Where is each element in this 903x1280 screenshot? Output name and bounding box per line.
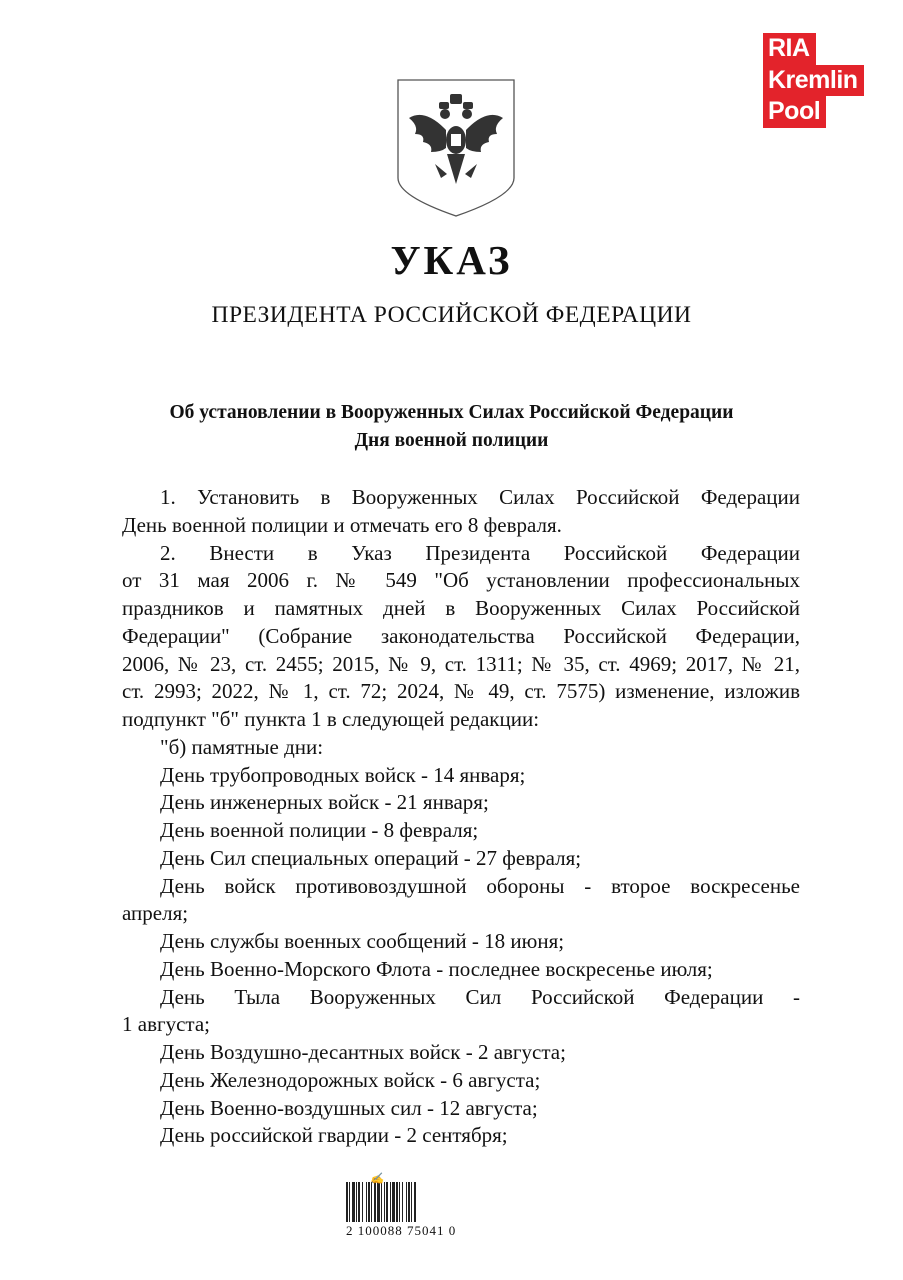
- decree-text-line: апреля;: [122, 901, 189, 926]
- decree-text-line: 2. Внести в Указ Президента Российской Федерации: [160, 540, 800, 565]
- decree-text-line: День службы военных сообщений - 18 июня;: [160, 929, 565, 953]
- decree-text-line: День Военно-воздушных сил - 12 августа;: [160, 1095, 538, 1120]
- document-subtitle: ПРЕЗИДЕНТА РОССИЙСКОЙ ФЕДЕРАЦИИ: [211, 302, 692, 328]
- logo-line: Pool: [763, 96, 826, 128]
- signature-mark-icon: ✍: [370, 1173, 384, 1185]
- decree-heading-line: Дня военной полиции: [354, 429, 549, 451]
- decree-text-line: День военной полиции и отмечать его 8 февраля.: [122, 512, 562, 537]
- logo-line: RIA: [763, 33, 816, 65]
- decree-text-line: День российской гвардии - 2 сентября;: [160, 1123, 508, 1148]
- barcode: [346, 1172, 476, 1239]
- barcode-bar: [414, 1182, 416, 1222]
- decree-text-line: День Военно-Морского Флота - последнее воскресенье июля;: [160, 956, 713, 981]
- decree-text-line: подпункт "б" пункта 1 в следующей редакции:: [122, 707, 540, 731]
- decree-text-line: от 31 мая 2006 г. № 549 "Об установлении профессиональных: [122, 568, 800, 593]
- decree-text-line: День трубопроводных войск - 14 января;: [160, 762, 526, 787]
- decree-text-line: День войск противовоздушной обороны - второе воскресенье: [160, 873, 800, 898]
- ria-kremlin-pool-logo: [763, 33, 864, 128]
- decree-heading-line: Об установлении в Вооруженных Силах Российской Федерации: [169, 402, 734, 423]
- decree-text-line: 1. Установить в Вооруженных Силах Российской Федерации: [160, 485, 800, 509]
- decree-text-line: 1 августа;: [122, 1012, 211, 1037]
- decree-heading: [0, 399, 903, 454]
- document-title: УКАЗ: [390, 237, 513, 283]
- decree-text-line: День Воздушно-десантных войск - 2 августа;: [160, 1040, 566, 1064]
- decree-text-line: День Тыла Вооруженных Сил Российской Федерации -: [160, 984, 800, 1009]
- decree-text-line: Федерации" (Собрание законодательства Российской Федерации,: [122, 623, 800, 648]
- decree-body: [122, 484, 800, 1150]
- decree-text-line: "б) памятные дни:: [160, 734, 324, 759]
- decree-text-line: ст. 2993; 2022, № 1, ст. 72; 2024, № 49, ст. 7575) изменение, изложив: [122, 679, 800, 704]
- decree-text-line: День инженерных войск - 21 января;: [160, 790, 489, 815]
- barcode-number: 2 100088 75041 0: [346, 1223, 457, 1238]
- decree-text-line: 2006, № 23, ст. 2455; 2015, № 9, ст. 1311; № 35, ст. 4969; 2017, № 21,: [122, 651, 800, 676]
- decree-text-line: День Сил специальных операций - 27 февраля;: [160, 845, 582, 870]
- state-emblem-icon: [395, 78, 517, 218]
- barcode-bars: [346, 1182, 476, 1222]
- decree-text-line: праздников и памятных дней в Вооруженных Силах Российской: [122, 596, 800, 620]
- decree-text-line: День Железнодорожных войск - 6 августа;: [160, 1067, 541, 1092]
- logo-line: Kremlin: [763, 65, 864, 97]
- decree-text-line: День военной полиции - 8 февраля;: [160, 818, 479, 842]
